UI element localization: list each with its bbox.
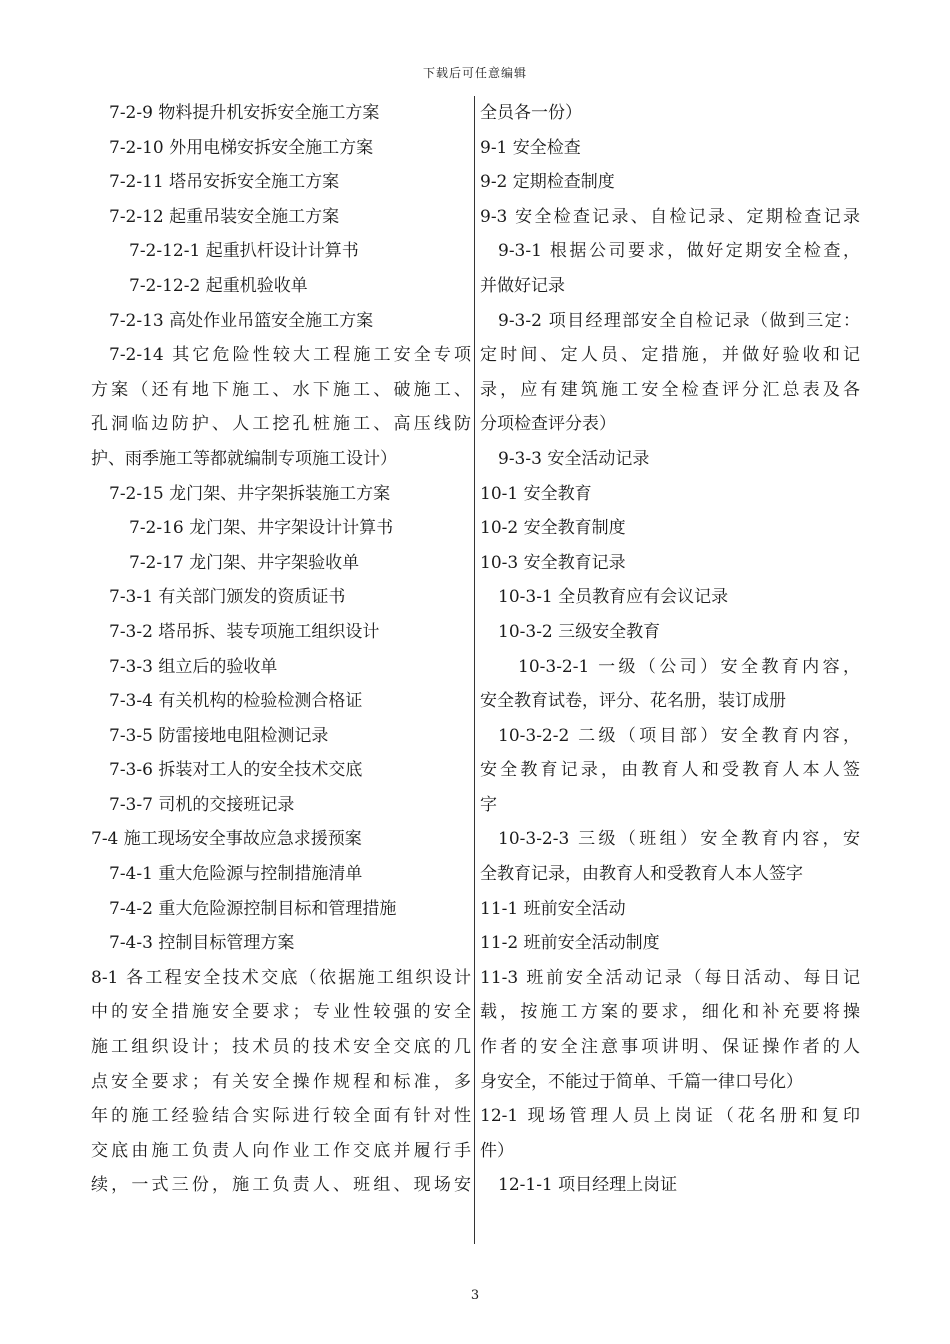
text-line: 7-3-6 拆装对工人的安全技术交底 [109, 760, 363, 781]
text-line: 年的施工经验结合实际进行较全面有针对性 [91, 1106, 471, 1127]
text-line: 字 [480, 794, 497, 815]
text-line: 分项检查评分表） [480, 414, 616, 435]
text-line: 7-2-14 其它危险性较大工程施工安全专项 [109, 345, 471, 366]
text-line: 10-3-2-2 二级（项目部）安全教育内容， [498, 725, 860, 746]
text-line: 7-2-12 起重吊装安全施工方案 [109, 206, 340, 227]
text-line: 11-3 班前安全活动记录（每日活动、每日记 [480, 967, 860, 988]
text-line: 11-2 班前安全活动制度 [480, 933, 660, 954]
text-line: 方案（还有地下施工、水下施工、破施工、 [91, 379, 471, 400]
text-line: 7-3-4 有关机构的检验检测合格证 [109, 691, 363, 712]
text-line: 7-3-2 塔吊拆、装专项施工组织设计 [109, 621, 380, 642]
text-line: 定时间、定人员、定措施，并做好验收和记 [480, 345, 860, 366]
text-line: 作者的安全注意事项讲明、保证操作者的人 [480, 1037, 860, 1058]
text-line: 7-2-12-1 起重扒杆设计计算书 [129, 241, 359, 262]
text-line: 9-1 安全检查 [480, 137, 581, 158]
text-line: 7-3-3 组立后的验收单 [109, 656, 278, 677]
text-line: 护、雨季施工等都就编制专项施工设计） [91, 448, 397, 469]
text-line: 10-3 安全教育记录 [480, 552, 626, 573]
text-line: 8-1 各工程安全技术交底（依据施工组织设计 [91, 967, 471, 988]
text-line: 10-3-2-3 三级（班组）安全教育内容，安 [498, 829, 860, 850]
text-line: 10-3-1 全员教育应有会议记录 [498, 587, 729, 608]
text-line: 10-3-2-1 一级（公司）安全教育内容， [518, 656, 860, 677]
text-line: 孔洞临边防护、人工挖孔桩施工、高压线防 [91, 414, 471, 435]
text-line: 10-3-2 三级安全教育 [498, 621, 661, 642]
text-line: 9-3-2 项目经理部安全自检记录（做到三定： [498, 310, 860, 331]
text-line: 安全教育试卷，评分、花名册，装订成册 [480, 691, 786, 712]
text-line: 7-2-10 外用电梯安拆安全施工方案 [109, 137, 374, 158]
text-line: 7-4-1 重大危险源与控制措施清单 [109, 864, 363, 885]
text-line: 7-4-3 控制目标管理方案 [109, 933, 295, 954]
text-line: 7-2-13 高处作业吊篮安全施工方案 [109, 310, 374, 331]
text-line: 10-2 安全教育制度 [480, 518, 626, 539]
text-line: 录，应有建筑施工安全检查评分汇总表及各 [480, 379, 860, 400]
page-number: 3 [470, 1288, 480, 1303]
left-column [91, 96, 471, 1203]
text-line: 7-3-7 司机的交接班记录 [109, 794, 295, 815]
text-line: 10-1 安全教育 [480, 483, 592, 504]
text-line: 7-4-2 重大危险源控制目标和管理措施 [109, 898, 397, 919]
text-line: 9-2 定期检查制度 [480, 172, 615, 193]
text-line: 载，按施工方案的要求，细化和补充要将操 [480, 1002, 860, 1023]
text-line: 7-4 施工现场安全事故应急求援预案 [91, 829, 362, 850]
text-line: 7-2-9 物料提升机安拆安全施工方案 [109, 103, 380, 123]
text-line: 安全教育记录，由教育人和受教育人本人签 [480, 760, 860, 781]
text-line: 9-3-1 根据公司要求，做好定期安全检查， [498, 241, 860, 262]
text-line: 全教育记录，由教育人和受教育人本人签字 [480, 864, 803, 885]
text-line: 施工组织设计；技术员的技术安全交底的几 [91, 1037, 471, 1058]
text-line: 7-3-5 防雷接地电阻检测记录 [109, 725, 329, 746]
text-line: 7-2-17 龙门架、井字架验收单 [129, 552, 360, 573]
text-line: 中的安全措施安全要求；专业性较强的安全 [91, 1002, 471, 1023]
text-line: 并做好记录 [480, 275, 565, 296]
text-line: 点安全要求；有关安全操作规程和标准，多 [91, 1071, 471, 1092]
text-line: 9-3 安全检查记录、自检记录、定期检查记录 [480, 206, 860, 227]
text-line: 11-1 班前安全活动 [480, 898, 626, 919]
text-line: 12-1 现场管理人员上岗证（花名册和复印 [480, 1106, 860, 1127]
text-line: 12-1-1 项目经理上岗证 [498, 1175, 678, 1196]
text-line: 7-2-15 龙门架、井字架拆装施工方案 [109, 483, 391, 504]
text-line: 件） [480, 1140, 514, 1161]
column-divider [474, 96, 475, 1244]
text-line: 7-3-1 有关部门颁发的资质证书 [109, 587, 346, 608]
text-line: 7-2-11 塔吊安拆安全施工方案 [109, 172, 340, 193]
text-line: 续，一式三份，施工负责人、班组、现场安 [91, 1175, 471, 1196]
right-column [480, 96, 860, 1203]
text-line: 7-2-16 龙门架、井字架设计计算书 [129, 518, 394, 539]
text-line: 全员各一份） [480, 103, 582, 123]
text-line: 交底由施工负责人向作业工作交底并履行手 [91, 1140, 471, 1161]
text-line: 9-3-3 安全活动记录 [498, 448, 650, 469]
page-header: 下载后可任意编辑 [422, 66, 527, 80]
text-line: 身安全，不能过于简单、千篇一律口号化） [480, 1071, 803, 1092]
text-line: 7-2-12-2 起重机验收单 [129, 275, 308, 296]
